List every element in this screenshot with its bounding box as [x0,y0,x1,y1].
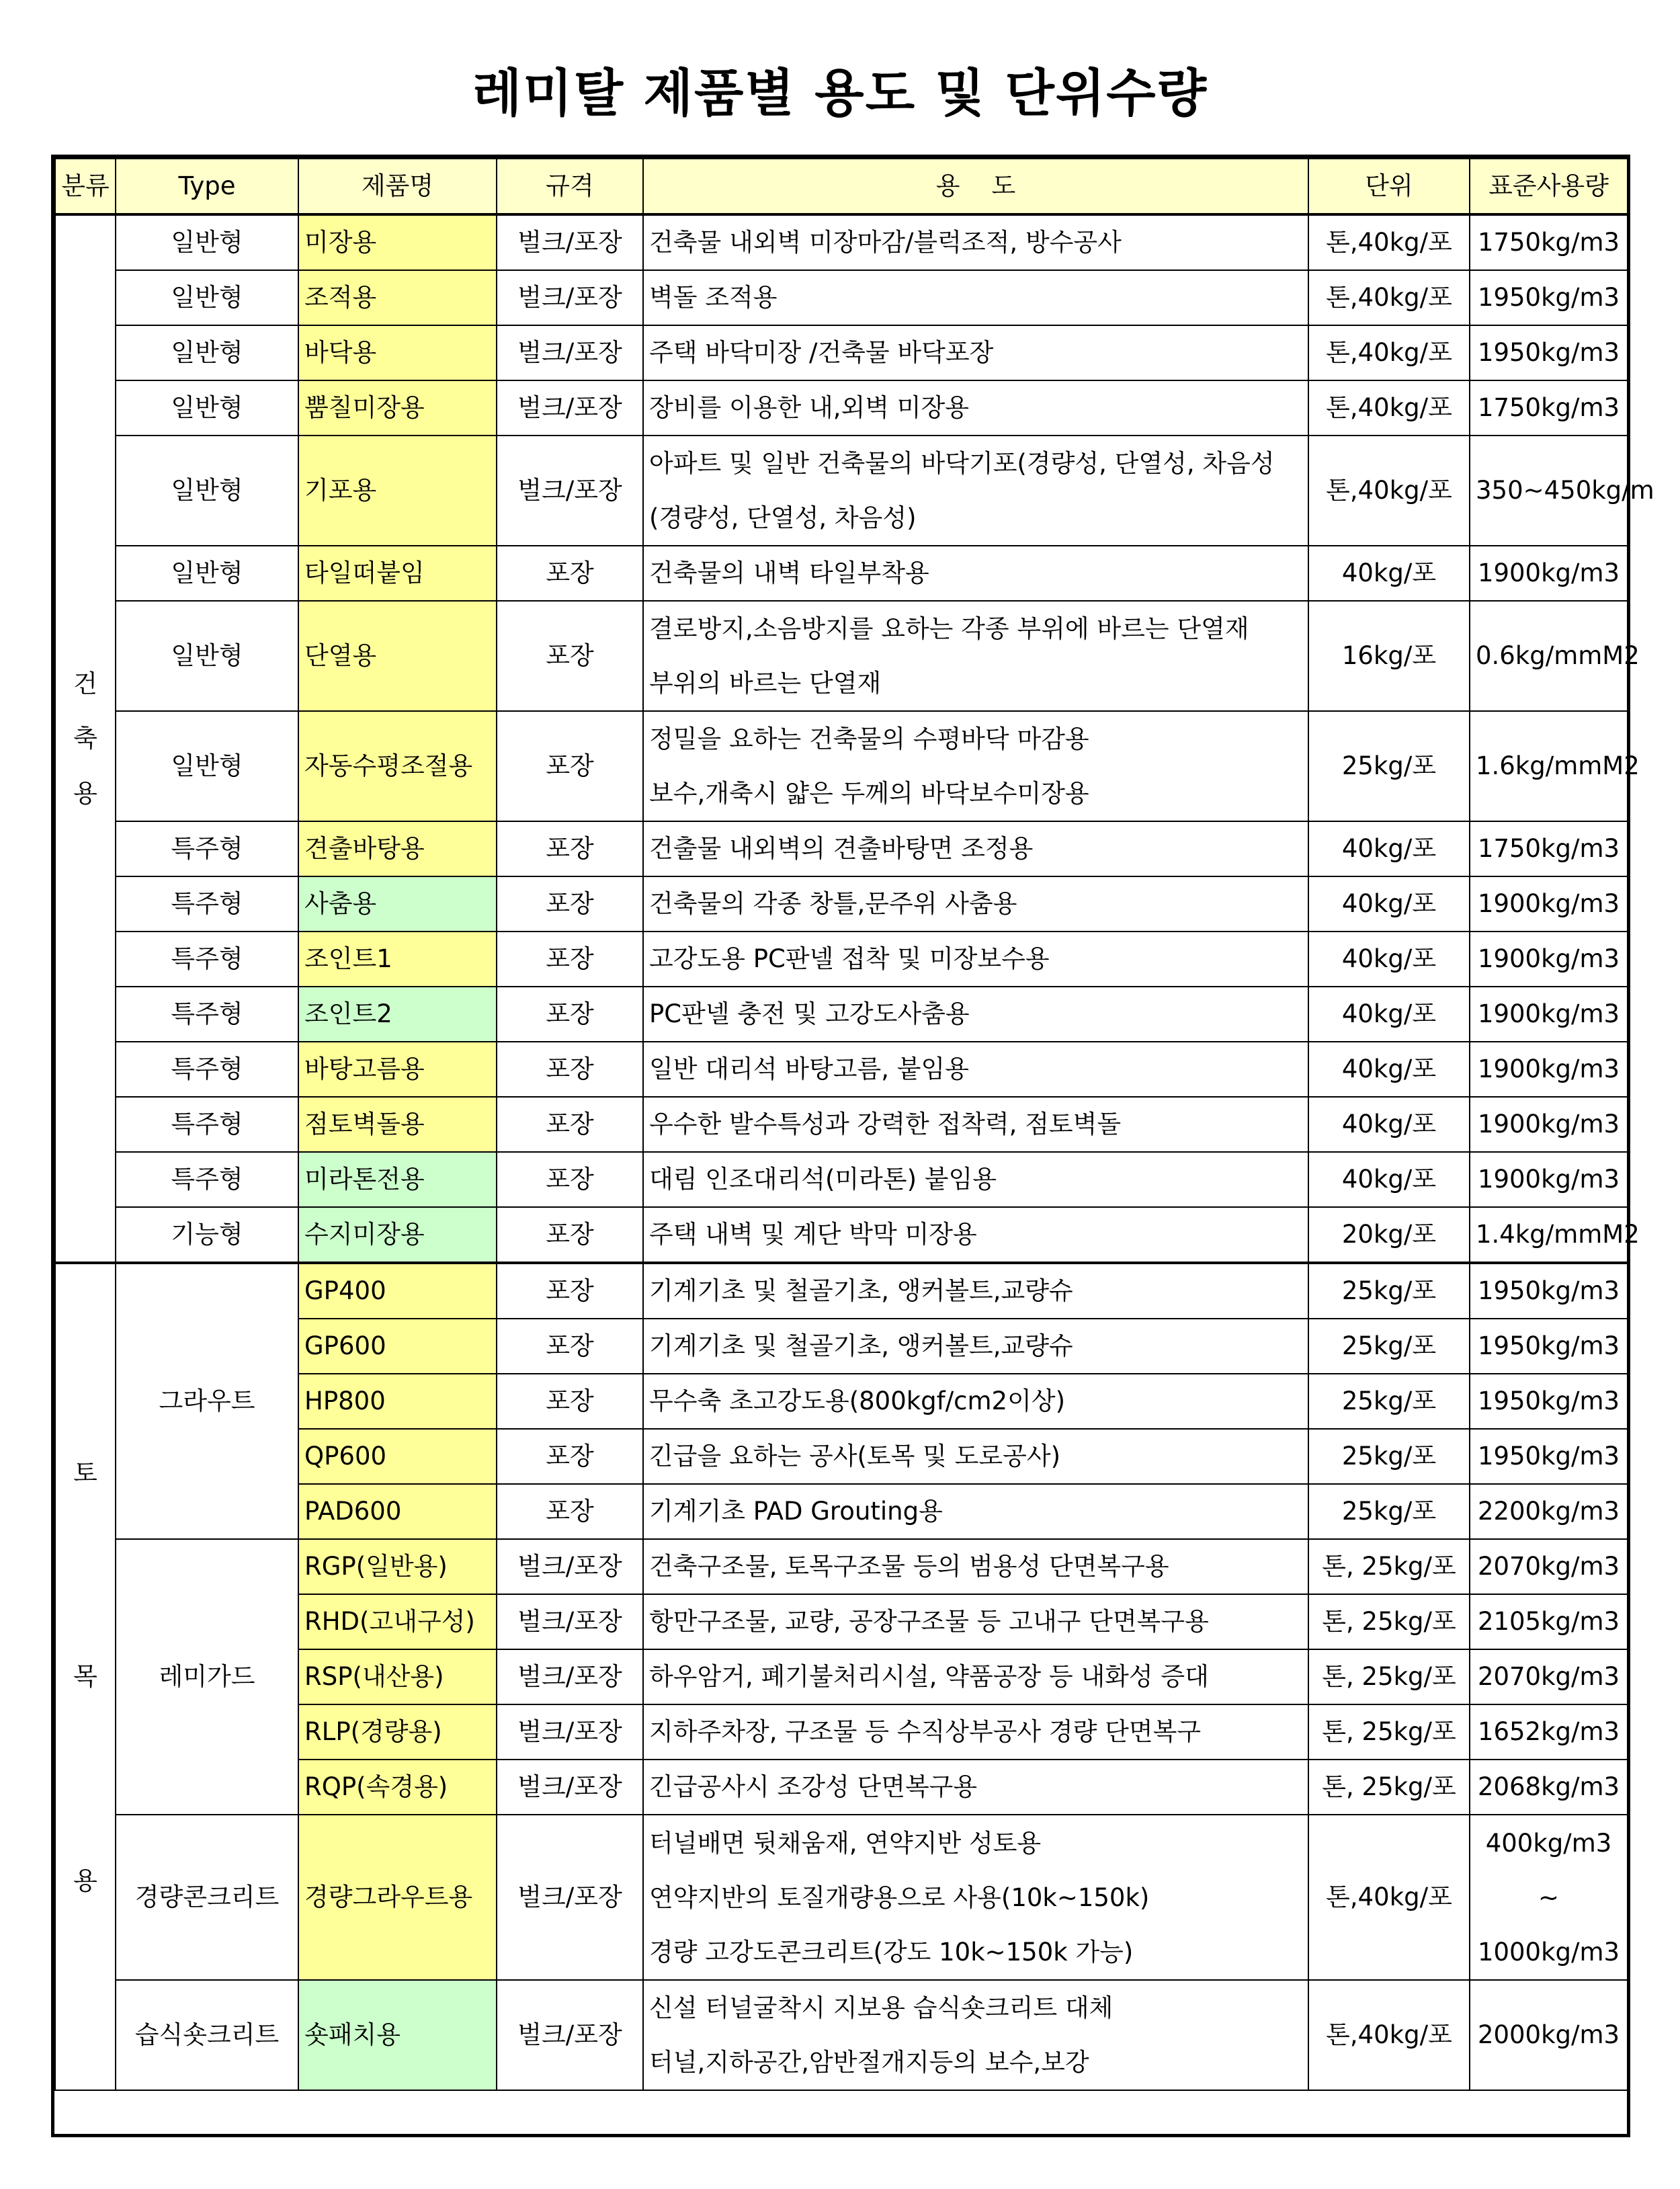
std-cell: 2068kg/m3 [1470,1760,1628,1815]
product-table-frame [51,155,1654,2137]
product-name-cell: 자동수평조절용 [298,711,497,821]
product-name-cell: RLP(경량용) [298,1704,497,1760]
std-cell: 1950kg/m3 [1470,1429,1628,1484]
unit-cell: 톤, 25kg/포 [1308,1539,1470,1594]
product-name-cell: 뿜칠미장용 [298,380,497,436]
table-row [55,1539,1628,1594]
unit-cell: 20kg/포 [1308,1207,1470,1263]
spec-cell: 포장 [497,711,643,821]
spec-cell: 포장 [497,987,643,1042]
unit-cell: 40kg/포 [1308,1097,1470,1152]
page-title: 레미탈 제품별 용도 및 단위수량 [472,63,1208,123]
table-row [55,1980,1628,2090]
product-name-cell: HP800 [298,1374,497,1429]
type-cell: 일반형 [116,325,298,380]
type-cell: 특주형 [116,1152,298,1207]
header-row [55,159,1628,214]
unit-cell: 40kg/포 [1308,876,1470,932]
header-category: 분류 [55,159,116,214]
category-building: 건 축 용 [55,214,116,1263]
use-cell: 신설 터널굴착시 지보용 습식숏크리트 대체 터널,지하공간,암반절개지등의 보수,보강 [643,1980,1308,2090]
unit-cell: 25kg/포 [1308,1319,1470,1374]
product-name-cell: 기포용 [298,436,497,546]
table-row [55,1207,1628,1263]
spec-cell: 포장 [497,1042,643,1097]
type-cell: 일반형 [116,380,298,436]
table-row [55,546,1628,601]
use-cell: 장비를 이용한 내,외벽 미장용 [643,380,1308,436]
std-cell: 2070kg/m3 [1470,1649,1628,1704]
product-name-cell: 미라톤전용 [298,1152,497,1207]
type-cell: 일반형 [116,436,298,546]
table-row [55,601,1628,711]
use-cell: 벽돌 조적용 [643,270,1308,325]
std-cell: 1900kg/m3 [1470,876,1628,932]
spec-cell: 포장 [497,1263,643,1319]
use-cell: 일반 대리석 바탕고름, 붙임용 [643,1042,1308,1097]
product-name-cell: 점토벽돌용 [298,1097,497,1152]
std-cell: 1750kg/m3 [1470,821,1628,876]
spec-cell: 벌크/포장 [497,1815,643,1980]
use-cell: 기계기초 및 철골기초, 앵커볼트,교량슈 [643,1263,1308,1319]
product-name-cell: GP400 [298,1263,497,1319]
use-cell: 무수축 초고강도용(800kgf/cm2이상) [643,1374,1308,1429]
spec-cell: 포장 [497,1207,643,1263]
std-cell: 2070kg/m3 [1470,1539,1628,1594]
spec-cell: 벌크/포장 [497,1760,643,1815]
product-name-cell: 조적용 [298,270,497,325]
product-name-cell: RGP(일반용) [298,1539,497,1594]
table-row [55,932,1628,987]
unit-cell: 톤,40kg/포 [1308,436,1470,546]
table-row [55,325,1628,380]
table-row [55,380,1628,436]
type-cell: 특주형 [116,932,298,987]
spec-cell: 포장 [497,1319,643,1374]
use-cell: 아파트 및 일반 건축물의 바닥기포(경량성, 단열성, 차음성 (경량성, 단열성, 차음성) [643,436,1308,546]
use-cell: 항만구조물, 교량, 공장구조물 등 고내구 단면복구용 [643,1594,1308,1649]
use-cell: 우수한 발수특성과 강력한 접착력, 점토벽돌 [643,1097,1308,1152]
product-name-cell: 단열용 [298,601,497,711]
use-cell: 정밀을 요하는 건축물의 수평바닥 마감용 보수,개축시 얇은 두께의 바닥보수미장용 [643,711,1308,821]
product-name-cell: 타일떠붙임 [298,546,497,601]
spec-cell: 포장 [497,546,643,601]
product-name-cell: 경량그라우트용 [298,1815,497,1980]
use-cell: 긴급을 요하는 공사(토목 및 도로공사) [643,1429,1308,1484]
use-cell: 건축구조물, 토목구조물 등의 범용성 단면복구용 [643,1539,1308,1594]
use-cell: 기계기초 PAD Grouting용 [643,1484,1308,1539]
product-name-cell: 조인트1 [298,932,497,987]
unit-cell: 40kg/포 [1308,932,1470,987]
unit-cell: 25kg/포 [1308,711,1470,821]
unit-cell: 톤, 25kg/포 [1308,1594,1470,1649]
use-cell: 건축물의 각종 창틀,문주위 사춤용 [643,876,1308,932]
header-unit: 단위 [1308,159,1470,214]
spec-cell: 포장 [497,876,643,932]
use-cell: 주택 내벽 및 계단 박막 미장용 [643,1207,1308,1263]
table-row [55,214,1628,270]
use-cell: 하우암거, 폐기불처리시설, 약품공장 등 내화성 증대 [643,1649,1308,1704]
spec-cell: 벌크/포장 [497,325,643,380]
table-row [55,1815,1628,1980]
use-cell: 기계기초 및 철골기초, 앵커볼트,교량슈 [643,1319,1308,1374]
std-cell: 400kg/m3 ~ 1000kg/m3 [1470,1815,1628,1980]
use-cell: 지하주차장, 구조물 등 수직상부공사 경량 단면복구 [643,1704,1308,1760]
header-type: Type [116,159,298,214]
unit-cell: 40kg/포 [1308,1042,1470,1097]
header-name: 제품명 [298,159,497,214]
type-cell: 기능형 [116,1207,298,1263]
spec-cell: 벌크/포장 [497,214,643,270]
product-table [54,158,1654,2091]
type-cell: 특주형 [116,987,298,1042]
spec-cell: 벌크/포장 [497,1539,643,1594]
spec-cell: 벌크/포장 [497,1980,643,2090]
unit-cell: 40kg/포 [1308,546,1470,601]
header-use: 용 도 [643,159,1308,214]
table-row [55,711,1628,821]
std-cell: 1.4kg/mmM2 [1470,1207,1628,1263]
table-row [55,987,1628,1042]
unit-cell: 16kg/포 [1308,601,1470,711]
unit-cell: 톤,40kg/포 [1308,214,1470,270]
type-cell: 특주형 [116,1042,298,1097]
unit-cell: 톤,40kg/포 [1308,1815,1470,1980]
product-name-cell: 수지미장용 [298,1207,497,1263]
unit-cell: 톤, 25kg/포 [1308,1649,1470,1704]
product-name-cell: RHD(고내구성) [298,1594,497,1649]
product-name-cell: 조인트2 [298,987,497,1042]
header-std: 표준사용량 [1470,159,1628,214]
std-cell: 2105kg/m3 [1470,1594,1628,1649]
std-cell: 1900kg/m3 [1470,987,1628,1042]
std-cell: 1750kg/m3 [1470,214,1628,270]
spec-cell: 포장 [497,932,643,987]
product-name-cell: RQP(속경용) [298,1760,497,1815]
use-cell: 대림 인조대리석(미라톤) 붙임용 [643,1152,1308,1207]
std-cell: 1950kg/m3 [1470,270,1628,325]
std-cell: 1900kg/m3 [1470,932,1628,987]
product-name-cell: 사춤용 [298,876,497,932]
spec-cell: 포장 [497,601,643,711]
product-name-cell: 바닥용 [298,325,497,380]
std-cell: 1750kg/m3 [1470,380,1628,436]
unit-cell: 톤,40kg/포 [1308,1980,1470,2090]
unit-cell: 톤, 25kg/포 [1308,1760,1470,1815]
use-cell: 건축물의 내벽 타일부착용 [643,546,1308,601]
table-row [55,1042,1628,1097]
table-row [55,1152,1628,1207]
product-name-cell: 숏패치용 [298,1980,497,2090]
group-remiguard: 레미가드 [116,1539,298,1815]
spec-cell: 벌크/포장 [497,436,643,546]
unit-cell: 톤, 25kg/포 [1308,1704,1470,1760]
spec-cell: 포장 [497,1152,643,1207]
spec-cell: 포장 [497,1429,643,1484]
use-cell: 터널배면 뒷채움재, 연약지반 성토용 연약지반의 토질개량용으로 사용(10k~150k) 경량 고강도콘크리트(강도 10k~150k 가능) [643,1815,1308,1980]
std-cell: 0.6kg/mmM2 [1470,601,1628,711]
type-cell: 특주형 [116,1097,298,1152]
table-row [55,1097,1628,1152]
std-cell: 2000kg/m3 [1470,1980,1628,2090]
unit-cell: 25kg/포 [1308,1484,1470,1539]
category-civil: 토 목 용 [55,1263,116,2090]
use-cell: 고강도용 PC판넬 접착 및 미장보수용 [643,932,1308,987]
std-cell: 1950kg/m3 [1470,1263,1628,1319]
table-row [55,821,1628,876]
unit-cell: 40kg/포 [1308,821,1470,876]
type-cell: 일반형 [116,711,298,821]
std-cell: 1900kg/m3 [1470,1042,1628,1097]
unit-cell: 25kg/포 [1308,1374,1470,1429]
header-spec: 규격 [497,159,643,214]
type-cell: 일반형 [116,601,298,711]
use-cell: 주택 바닥미장 /건축물 바닥포장 [643,325,1308,380]
type-cell: 일반형 [116,546,298,601]
type-cell: 특주형 [116,821,298,876]
product-name-cell: PAD600 [298,1484,497,1539]
std-cell: 1900kg/m3 [1470,1152,1628,1207]
product-name-cell: RSP(내산용) [298,1649,497,1704]
spec-cell: 벌크/포장 [497,1704,643,1760]
spec-cell: 포장 [497,1097,643,1152]
group-lightweight: 경량콘크리트 [116,1815,298,1980]
table-row [55,1263,1628,1319]
unit-cell: 40kg/포 [1308,987,1470,1042]
table-row [55,876,1628,932]
spec-cell: 포장 [497,821,643,876]
std-cell: 1900kg/m3 [1470,1097,1628,1152]
product-name-cell: 미장용 [298,214,497,270]
product-name-cell: 견출바탕용 [298,821,497,876]
unit-cell: 40kg/포 [1308,1152,1470,1207]
product-name-cell: GP600 [298,1319,497,1374]
use-cell: 건출물 내외벽의 견출바탕면 조정용 [643,821,1308,876]
unit-cell: 톤,40kg/포 [1308,270,1470,325]
type-cell: 특주형 [116,876,298,932]
std-cell: 1.6kg/mmM2 [1470,711,1628,821]
std-cell: 2200kg/m3 [1470,1484,1628,1539]
std-cell: 1950kg/m3 [1470,1319,1628,1374]
unit-cell: 25kg/포 [1308,1263,1470,1319]
std-cell: 1950kg/m3 [1470,1374,1628,1429]
spec-cell: 포장 [497,1374,643,1429]
unit-cell: 톤,40kg/포 [1308,325,1470,380]
table-row [55,270,1628,325]
unit-cell: 25kg/포 [1308,1429,1470,1484]
std-cell: 1900kg/m3 [1470,546,1628,601]
group-grout: 그라우트 [116,1263,298,1539]
spec-cell: 포장 [497,1484,643,1539]
unit-cell: 톤,40kg/포 [1308,380,1470,436]
std-cell: 1652kg/m3 [1470,1704,1628,1760]
use-cell: PC판넬 충전 및 고강도사춤용 [643,987,1308,1042]
table-row [55,436,1628,546]
spec-cell: 벌크/포장 [497,270,643,325]
spec-cell: 벌크/포장 [497,1649,643,1704]
use-cell: 결로방지,소음방지를 요하는 각종 부위에 바르는 단열재 부위의 바르는 단열재 [643,601,1308,711]
type-cell: 일반형 [116,214,298,270]
group-shotcrete: 습식숏크리트 [116,1980,298,2090]
std-cell: 350~450kg/m [1470,436,1628,546]
std-cell: 1950kg/m3 [1470,325,1628,380]
use-cell: 건축물 내외벽 미장마감/블럭조적, 방수공사 [643,214,1308,270]
spec-cell: 벌크/포장 [497,1594,643,1649]
product-name-cell: 바탕고름용 [298,1042,497,1097]
use-cell: 긴급공사시 조강성 단면복구용 [643,1760,1308,1815]
type-cell: 일반형 [116,270,298,325]
spec-cell: 벌크/포장 [497,380,643,436]
product-name-cell: QP600 [298,1429,497,1484]
